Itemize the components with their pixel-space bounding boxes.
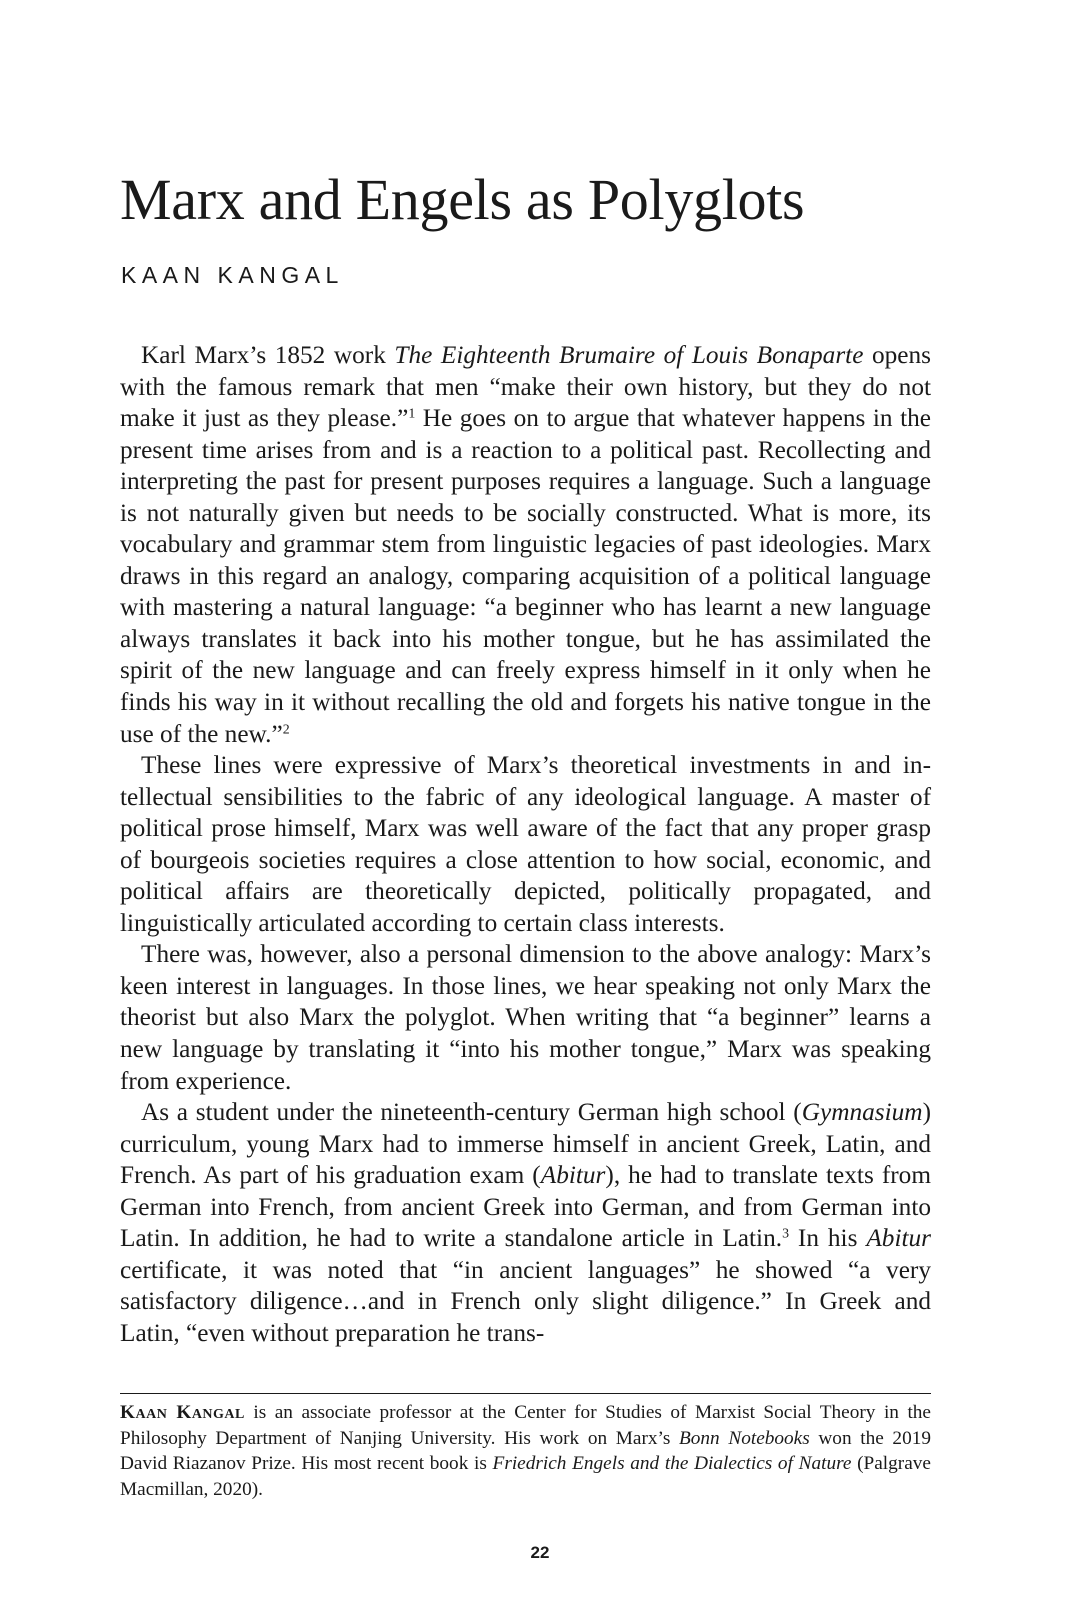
text-span: is an associate professor at the Center for Studies of Marxist Social Theory in the Philosophy Department of Nanjing University. His work on Marx’s	[120, 1402, 931, 1449]
article-title: Marx and Engels as Polyglots	[120, 167, 805, 232]
book-title: Bonn Notebooks	[679, 1427, 810, 1449]
text-span: Karl Marx’s 1852 work	[141, 341, 395, 369]
text-span: He goes on to argue that whatever happens in the present time arises from and is a reaction to a political past. Recollecting and interpreting the past for present purposes requires a language. Such a language is not naturally given but needs to be socially constructed. What is more, its vocabulary and grammar stem from linguistic legacies of past ideologies. Marx draws in this regard an analogy, comparing acquisition of a political language with mastering a natural language: “a beginner who has learnt a new language always translates it back into his mother tongue, but he has assimilated the spirit of the new language and can freely express himself in it only when he finds his way in it without recalling the old and forgets his native tongue in the use of the new.”	[120, 404, 931, 748]
footnote-divider	[120, 1393, 931, 1394]
text-span: certificate, it was noted that “in ancient languages” he showed “a very satisfactory diligence…and in French only slight diligence.” In Greek and Latin, “even without preparation he trans-	[120, 1255, 931, 1347]
text-span: As a student under the nineteenth-century German high school (	[141, 1098, 802, 1127]
author-bio	[120, 1400, 931, 1502]
body-paragraph	[120, 1097, 931, 1349]
footnote-marker: 1	[408, 406, 416, 422]
book-title: Friedrich Engels and the Dialectics of Nature	[492, 1453, 852, 1474]
footnote-marker: 3	[782, 1226, 790, 1242]
book-title: The Eighteenth Brumaire of Louis Bonaparte	[394, 341, 864, 369]
article-author: KAAN KANGAL	[121, 262, 344, 288]
text-span: ) curriculum, young Marx had to immerse himself in ancient Greek, Latin, and French. As part of his graduation exam (	[120, 1098, 931, 1190]
text-span: In his	[789, 1224, 867, 1253]
page-number: 22	[530, 1543, 550, 1562]
text-span: opens with the famous remark that men “make their own history, but they do not make it just as they please.”	[120, 341, 932, 433]
italic-term: Gymnasium	[801, 1098, 923, 1127]
body-paragraph	[120, 340, 931, 750]
body-paragraph: These lines were expressive of Marx’s theoretical investments in and intellectual sensibilities to the fabric of any ideological language. A master of political prose himself, Marx was well aware of the fact that any proper grasp of bourgeois societies requires a close attention to how social, economic, and political affairs are theoretically depicted, politically propagated, and linguistically articulated according to certain class interests.	[120, 751, 931, 937]
article-body	[120, 340, 931, 1350]
text-span: (Palgrave Macmillan, 2020).	[120, 1453, 931, 1500]
italic-term: Abitur	[866, 1224, 931, 1253]
body-paragraph: There was, however, also a personal dimension to the above analogy: Marx’s keen interest in languages. In those lines, we hear speaking not only Marx the theorist but also Marx the polyglot. When writing that “a beginner” learns a new language by translating it “into his mother tongue,” Marx was speaking from experience.	[120, 940, 931, 1095]
italic-term: Abitur	[540, 1161, 606, 1190]
footnote-marker: 2	[282, 722, 290, 738]
text-span: ), he had to translate texts from German into French, from ancient Greek into German, and from German into Latin. In addition, he had to write a standalone article in Latin.	[120, 1161, 931, 1253]
bio-author-name: Kaan Kangal	[120, 1402, 245, 1423]
text-span: won the 2019 David Riazanov Prize. His most recent book is	[120, 1427, 931, 1474]
